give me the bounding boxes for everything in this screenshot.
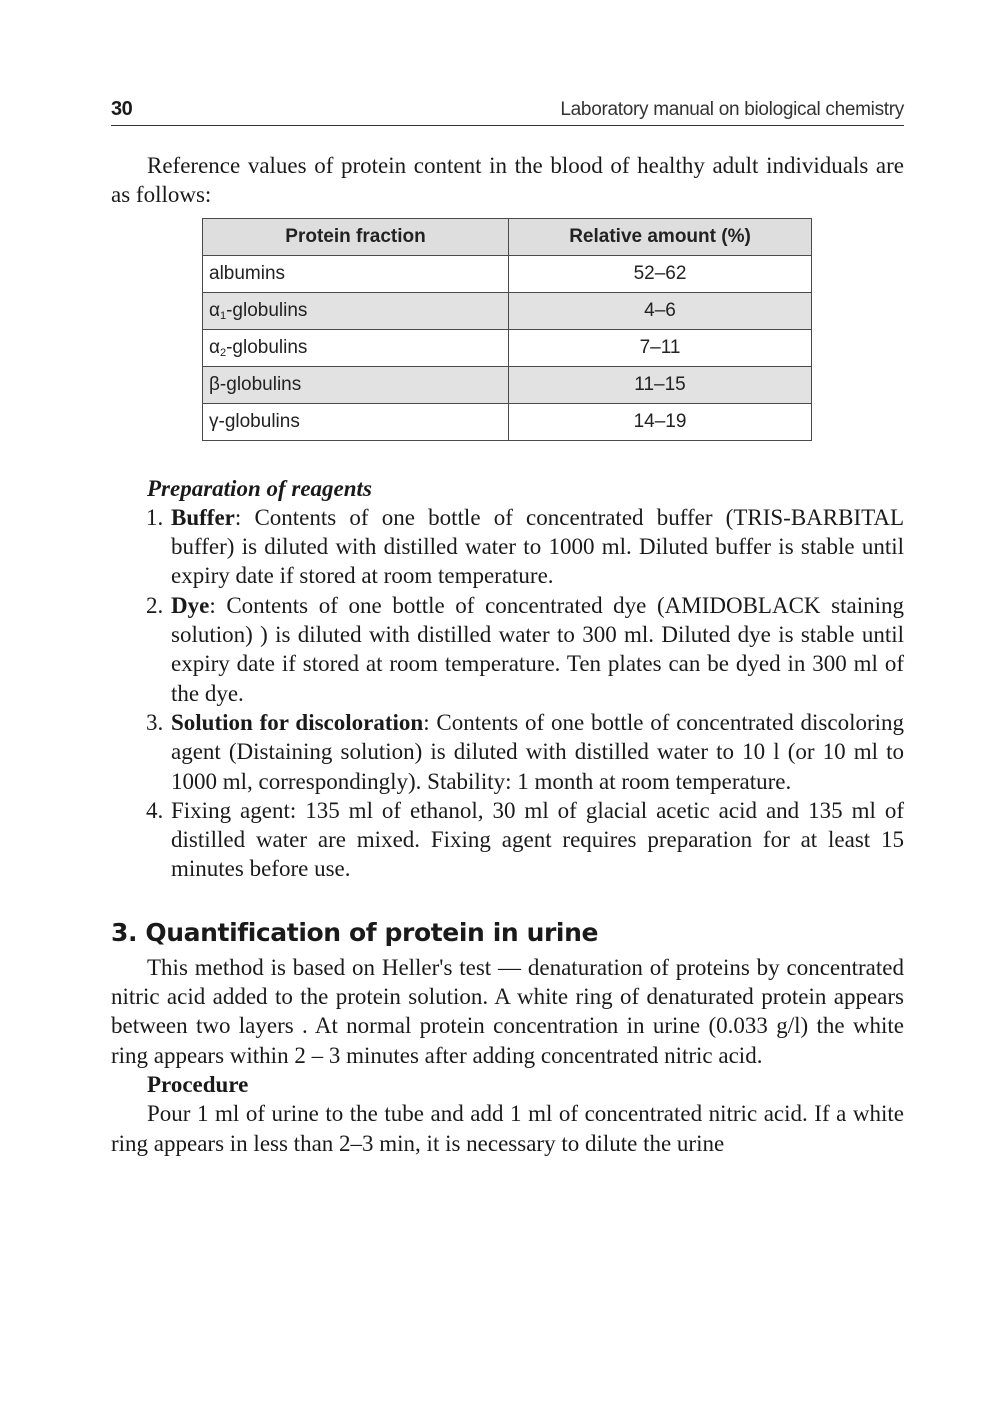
- running-title: Laboratory manual on biological chemistry: [560, 99, 904, 120]
- preparation-heading: Preparation of reagents: [147, 475, 372, 501]
- list-item: 4. Fixing agent: 135 ml of ethanol, 30 ml of glacial acetic acid and 135 ml of distilled water are mixed. Fixing agent requires preparation for at least 15 minutes before use.: [169, 796, 904, 884]
- table-row: [203, 255, 812, 292]
- table-row: [203, 366, 812, 403]
- table-row: [203, 292, 812, 329]
- running-header: [111, 98, 904, 126]
- procedure-text: Pour 1 ml of urine to the tube and add 1 ml of concentrated nitric acid. If a white ring appears in less than 2–3 min, it is necessary to dilute the urine: [111, 1101, 904, 1156]
- list-item: 2. Dye: Contents of one bottle of concentrated dye (AMIDOBLACK staining solution) ) is diluted with distilled water to 300 ml. Diluted dye is stable until expiry date if stored at room temperature. Ten plates can be dyed in 300 ml of the dye.: [169, 591, 904, 708]
- protein-fraction-table: [202, 218, 812, 441]
- table-row: [203, 329, 812, 366]
- amount-cell: 52–62: [509, 255, 812, 292]
- amount-cell: 11–15: [509, 366, 812, 403]
- section-heading: 3. Quantification of protein in urine: [111, 917, 599, 947]
- column-header: Relative amount (%): [509, 218, 812, 255]
- intro-paragraph: Reference values of protein content in the blood of healthy adult individuals are as follows:: [111, 153, 904, 208]
- page: [111, 98, 904, 1158]
- column-header: Protein fraction: [203, 218, 509, 255]
- section-body: This method is based on Heller's test — denaturation of proteins by concentrated nitric acid added to the protein solution. A white ring of denaturated protein appears between two layers . At normal protein concentration in urine (0.033 g/l) the white ring appears within 2 – 3 minutes after adding concentrated nitric acid.: [111, 954, 904, 1068]
- fraction-cell: β-globulins: [203, 366, 509, 403]
- amount-cell: 7–11: [509, 329, 812, 366]
- reagent-list: [111, 503, 904, 884]
- page-number: 30: [111, 98, 133, 120]
- list-item: 1. Buffer: Contents of one bottle of concentrated buffer (TRIS-BARBITAL buffer) is diluted with distilled water to 1000 ml. Diluted buffer is stable until expiry date if stored at room temperature.: [169, 503, 904, 591]
- fraction-cell: γ-globulins: [203, 403, 509, 440]
- table-header-row: [203, 218, 812, 255]
- fraction-cell: $\alpha_2$-globulins: [203, 329, 509, 366]
- fraction-cell: $\alpha_1$-globulins: [203, 292, 509, 329]
- table-row: [203, 403, 812, 440]
- procedure-heading: Procedure: [147, 1071, 249, 1097]
- list-item: 3. Solution for discoloration: Contents of one bottle of concentrated discoloring agent (Distaining solution) is diluted with distilled water to 10 l (or 10 ml to 1000 ml, correspondingly). Stability: 1 month at room temperature.: [169, 708, 904, 796]
- amount-cell: 4–6: [509, 292, 812, 329]
- fraction-cell: albumins: [203, 255, 509, 292]
- amount-cell: 14–19: [509, 403, 812, 440]
